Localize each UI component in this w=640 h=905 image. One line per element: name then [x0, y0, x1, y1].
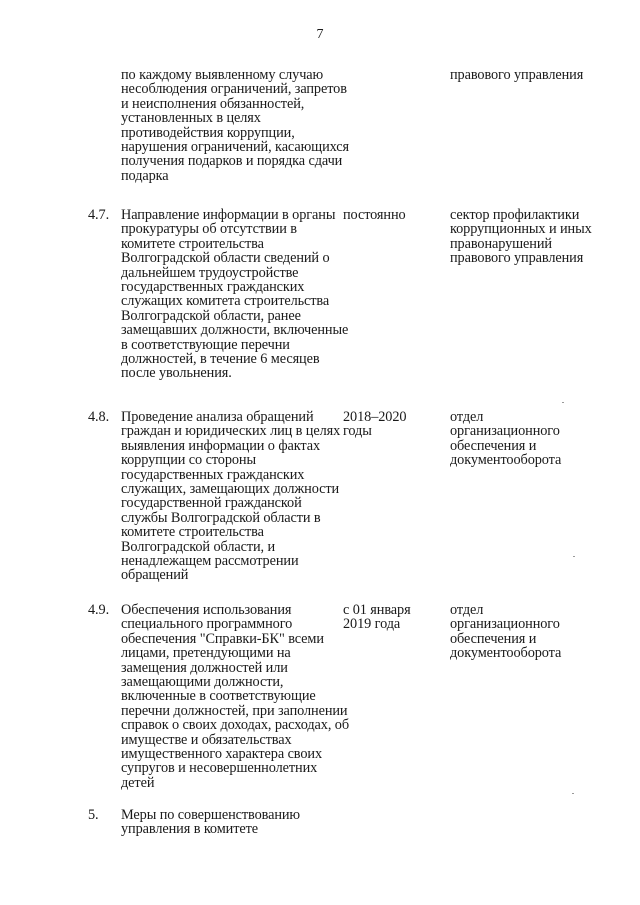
page-number: 7	[316, 27, 324, 42]
row-description: по каждому выявленному случаю несоблюдения ограничений, запретов и неисполнения обязанностей, установленных в целях противодействия коррупции, нарушения ограничений, касающихся получения подарков и порядка сдачи подарка	[121, 67, 349, 184]
row-description: Обеспечения использования специального программного обеспечения "Справки-БК" всеми лицами, претендующими на замещения должностей или замещающими должности, включенные в соответствующие перечни должностей, при заполнении справок о своих доходах, расходах, об имуществе и обязательствах имущественного характера своих супругов и несовершеннолетних детей	[121, 602, 350, 791]
scan-speck	[573, 556, 575, 557]
scan-speck	[562, 402, 564, 403]
row-term: с 01 января 2019 года	[343, 602, 411, 633]
row-term: постоянно	[343, 207, 406, 223]
row-responsible: сектор профилактики коррупционных и иных правонарушений правового управления	[450, 207, 592, 267]
scan-speck	[572, 793, 574, 794]
row-term: 2018–2020 годы	[343, 409, 407, 440]
row-number: 4.9.	[88, 602, 110, 618]
row-responsible: отдел организационного обеспечения и документооборота	[450, 409, 562, 469]
row-responsible: правового управления	[450, 67, 584, 83]
row-description: Проведение анализа обращений граждан и юридических лиц в целях выявления информации о фактах коррупции со стороны государственных гражданских служащих, замещающих должности государственной гражданской службы Волгоградской области в комитете строительства Волгоградской области, и ненадлежащем рассмотрении обращений	[121, 409, 341, 584]
row-number: 4.8.	[88, 409, 110, 425]
row-number: 4.7.	[88, 207, 110, 223]
row-description: Направление информации в органы прокуратуры об отсутствии в комитете строительства Волгоградской области сведений о дальнейшем трудоустройстве государственных гражданских служащих комитета строительства Волгоградской области, ранее замещавших должности, включенные в соответствующие перечни должностей, в течение 6 месяцев после увольнения.	[121, 207, 349, 382]
row-description: Меры по совершенствованию управления в комитете	[121, 807, 301, 838]
row-responsible: отдел организационного обеспечения и документооборота	[450, 602, 562, 662]
row-number: 5.	[88, 807, 99, 823]
